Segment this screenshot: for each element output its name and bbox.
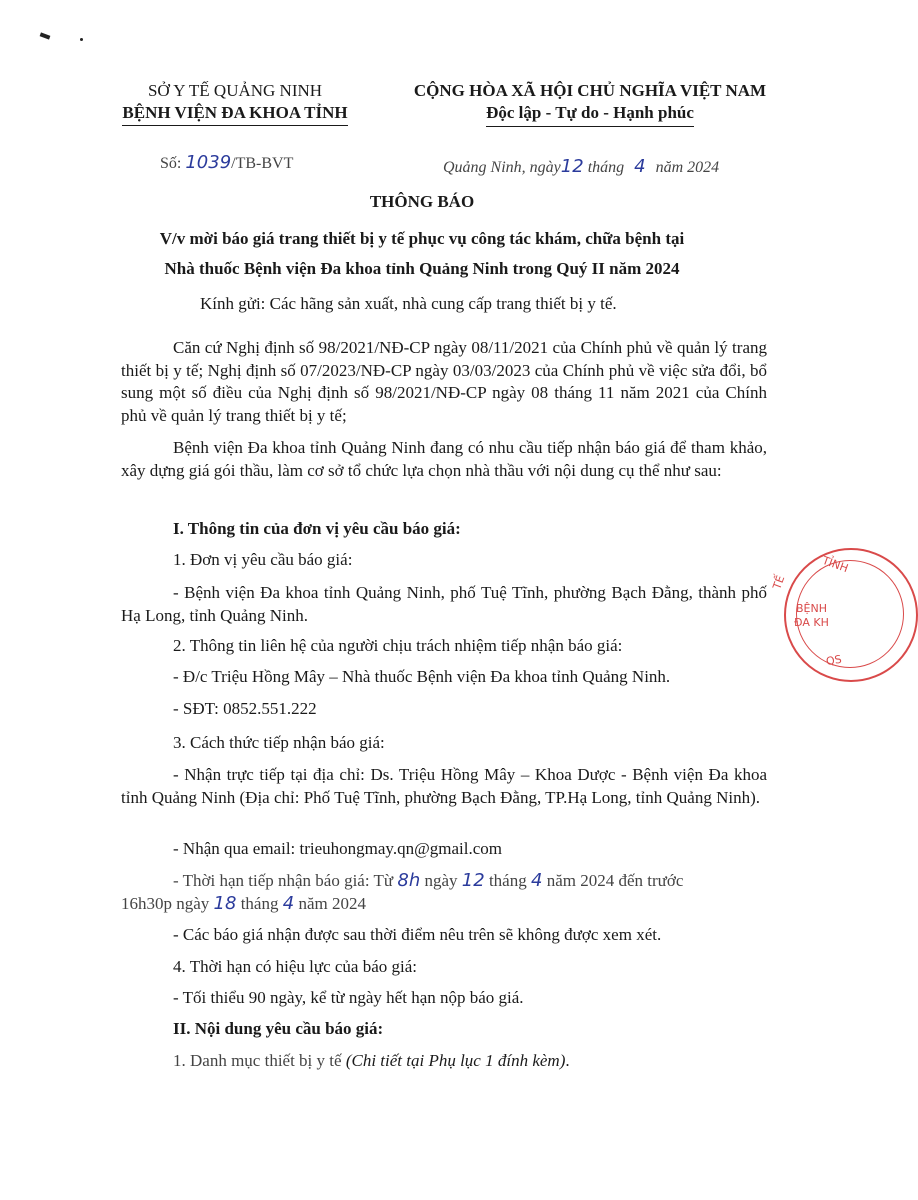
- document-subtitle: [90, 224, 754, 284]
- validity-period: - Tối thiểu 90 ngày, kể từ ngày hết hạn nộp báo giá.: [173, 988, 524, 1007]
- national-title: CỘNG HÒA XÃ HỘI CHỦ NGHĨA VIỆT NAM: [413, 81, 767, 100]
- agency-name: BỆNH VIỆN ĐA KHOA TỈNH: [90, 102, 380, 126]
- section-2-heading: II. Nội dung yêu cầu báo giá:: [173, 1019, 384, 1038]
- section-1-item-2: 2. Thông tin liên hệ của người chịu trách nhiệm tiếp nhận báo giá:: [173, 636, 623, 655]
- stamp-text-bottom: QS: [824, 652, 843, 669]
- stamp-text-mid-2: ĐA KH: [794, 616, 829, 629]
- section-2-item-1: 1. Danh mục thiết bị y tế (Chi tiết tại Phụ lục 1 đính kèm).: [173, 1051, 570, 1070]
- document-date: Quảng Ninh, ngày12 tháng 4 năm 2024: [443, 156, 720, 177]
- deadline-line-1: - Thời hạn tiếp nhận báo giá: Từ 8h ngày 12 tháng 4 năm 2024 đến trước: [173, 870, 684, 891]
- handwritten-end-day: 18: [213, 893, 237, 914]
- section-1-heading: I. Thông tin của đơn vị yêu cầu báo giá:: [173, 519, 461, 538]
- scan-mark: [40, 32, 51, 39]
- agency-header: [90, 80, 380, 126]
- handwritten-end-month: 4: [282, 893, 295, 914]
- section-1-item-3: 3. Cách thức tiếp nhận báo giá:: [173, 733, 385, 752]
- section-1-item-1-detail: - Bệnh viện Đa khoa tỉnh Quảng Ninh, phố Tuệ Tĩnh, phường Bạch Đằng, thành phố Hạ Long, tỉnh Quảng Ninh.: [121, 583, 767, 625]
- national-motto: Độc lập - Tự do - Hạnh phúc: [390, 102, 790, 127]
- direct-submission: - Nhận trực tiếp tại địa chỉ: Ds. Triệu Hồng Mây – Khoa Dược - Bệnh viện Đa khoa tỉnh Quảng Ninh (Địa chỉ: Phố Tuệ Tĩnh, phường Bạch Đằng, TP.Hạ Long, tỉnh Quảng Ninh).: [121, 765, 767, 807]
- handwritten-number: 1039: [185, 152, 232, 173]
- contact-phone: - SĐT: 0852.551.222: [173, 699, 317, 718]
- scan-mark-dot: [80, 38, 83, 41]
- handwritten-day: 12: [560, 156, 584, 177]
- deadline-line-2: 16h30p ngày 18 tháng 4 năm 2024: [121, 893, 366, 914]
- stamp-text-left: TẾ: [770, 573, 788, 592]
- intro-paragraph: Bệnh viện Đa khoa tỉnh Quảng Ninh đang có nhu cầu tiếp nhận báo giá để tham khảo, xây dựng giá gói thầu, làm cơ sở tổ chức lựa chọn nhà thầu với nội dung cụ thể như sau:: [121, 438, 767, 480]
- stamp-text-top: TỈNH: [820, 553, 850, 576]
- section-1-item-4: 4. Thời hạn có hiệu lực của báo giá:: [173, 957, 418, 976]
- subtitle-line-1: V/v mời báo giá trang thiết bị y tế phục vụ công tác khám, chữa bệnh tại: [159, 229, 685, 248]
- contact-person: - Đ/c Triệu Hồng Mây – Nhà thuốc Bệnh viện Đa khoa tỉnh Quảng Ninh.: [173, 667, 671, 686]
- official-stamp: [770, 548, 918, 682]
- document-title: THÔNG BÁO: [369, 192, 475, 211]
- greeting: Kính gửi: Các hãng sản xuất, nhà cung cấp trang thiết bị y tế.: [200, 294, 617, 313]
- section-1-item-1: 1. Đơn vị yêu cầu báo giá:: [173, 550, 353, 569]
- handwritten-start-day: 12: [461, 870, 485, 891]
- legal-basis-paragraph: Căn cứ Nghị định số 98/2021/NĐ-CP ngày 08/11/2021 của Chính phủ về quản lý trang thiết bị y tế; Nghị định số 07/2023/NĐ-CP ngày 03/03/2023 của Chính phủ về việc sửa đổi, bổ sung một số điều của Nghị định số 98/2021/NĐ-CP ngày 08 tháng 11 năm 2021 của Chính phủ về quản lý trang thiết bị y tế;: [121, 338, 767, 425]
- national-header: [390, 80, 790, 127]
- handwritten-month: 4: [634, 156, 646, 177]
- handwritten-start-month: 4: [530, 870, 543, 891]
- agency-parent: SỞ Y TẾ QUẢNG NINH: [147, 81, 323, 100]
- stamp-text-mid-1: BỆNH: [796, 602, 827, 615]
- late-submission-note: - Các báo giá nhận được sau thời điểm nêu trên sẽ không được xem xét.: [173, 925, 662, 944]
- email-submission: - Nhận qua email: trieuhongmay.qn@gmail.com: [173, 839, 502, 858]
- subtitle-line-2: Nhà thuốc Bệnh viện Đa khoa tỉnh Quảng Ninh trong Quý II năm 2024: [164, 259, 680, 278]
- document-number: Số: 1039/TB-BVT: [160, 152, 294, 173]
- handwritten-hour: 8h: [397, 870, 421, 891]
